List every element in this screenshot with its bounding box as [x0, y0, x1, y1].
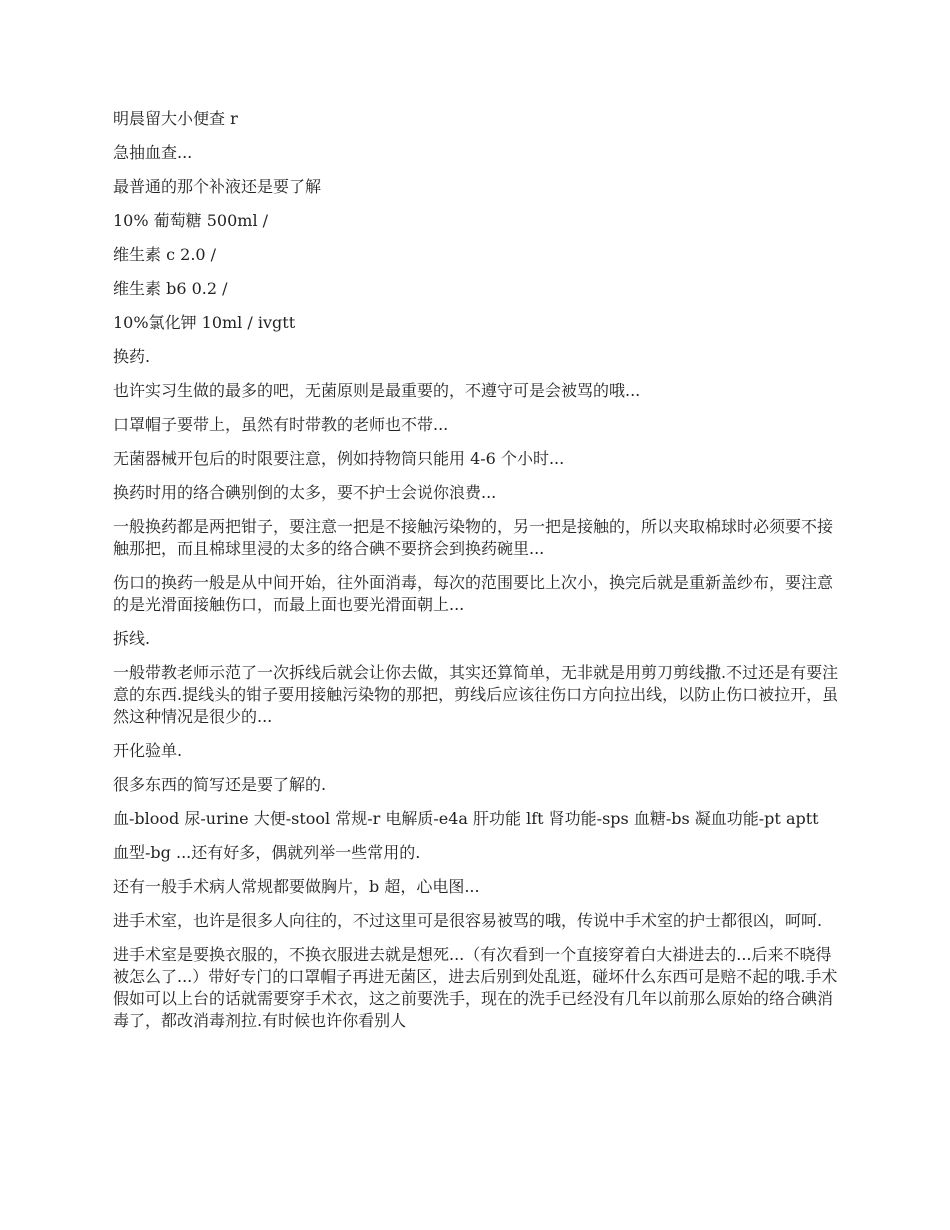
section-heading: 开化验单.: [113, 741, 183, 760]
paragraph: 还有一般手术病人常规都要做胸片，b 超，心电图...: [113, 877, 480, 896]
paragraph: 最普通的那个补液还是要了解: [113, 177, 322, 196]
section-heading: 换药.: [113, 347, 151, 366]
paragraph: 10% 葡萄糖 500ml /: [113, 211, 269, 230]
paragraph: 口罩帽子要带上，虽然有时带教的老师也不带...: [113, 415, 449, 434]
document-body: [113, 108, 841, 1044]
paragraph: 血型-bg ...还有好多，偶就列举一些常用的.: [113, 843, 421, 862]
paragraph: 明晨留大小便查 r: [113, 109, 238, 128]
paragraph: 维生素 c 2.0 /: [113, 245, 217, 264]
paragraph: 很多东西的简写还是要了解的.: [113, 775, 327, 794]
paragraph: 伤口的换药一般是从中间开始，往外面消毒，每次的范围要比上次小，换完后就是重新盖纱布，要注意的是光滑面接触伤口，而最上面也要光滑面朝上...: [113, 573, 834, 614]
paragraph: 一般换药都是两把钳子，要注意一把是不接触污染物的，另一把是接触的，所以夹取棉球时必须要不接触那把，而且棉球里浸的太多的络合碘不要挤会到换药碗里...: [113, 517, 834, 558]
paragraph: 维生素 b6 0.2 /: [113, 279, 228, 298]
paragraph: 无菌器械开包后的时限要注意，例如持物筒只能用 4-6 个小时...: [113, 449, 565, 468]
paragraph: 进手术室，也许是很多人向往的，不过这里可是很容易被骂的哦，传说中手术室的护士都很凶，呵呵.: [113, 911, 823, 930]
paragraph: 进手术室是要换衣服的，不换衣服进去就是想死...（有次看到一个直接穿着白大褂进去的...后来不晓得被怎么了...）带好专门的口罩帽子再进无菌区，进去后别到处乱逛，碰坏什么东西可是赔不起的哦.手术假如可以上台的话就需要穿手术衣，这之前要洗手，现在的洗手已经没有几年以前那么原始的络合碘消毒了，都改消毒剂拉.有时候也许你看别人: [113, 945, 838, 1030]
section-heading: 拆线.: [113, 629, 151, 648]
paragraph: 10%氯化钾 10ml / ivgtt: [113, 313, 296, 332]
paragraph: 一般带教老师示范了一次拆线后就会让你去做，其实还算简单，无非就是用剪刀剪线撒.不过还是有要注意的东西.提线头的钳子要用接触污染物的那把，剪线后应该往伤口方向拉出线，以防止伤口被拉开，虽然这种情况是很少的...: [113, 663, 839, 726]
paragraph: 急抽血查...: [113, 143, 193, 162]
paragraph: 血-blood 尿-urine 大便-stool 常规-r 电解质-e4a 肝功能 lft 肾功能-sps 血糖-bs 凝血功能-pt aptt: [113, 809, 819, 828]
paragraph: 换药时用的络合碘别倒的太多，要不护士会说你浪费...: [113, 483, 497, 502]
paragraph: 也许实习生做的最多的吧，无菌原则是最重要的，不遵守可是会被骂的哦...: [113, 381, 641, 400]
